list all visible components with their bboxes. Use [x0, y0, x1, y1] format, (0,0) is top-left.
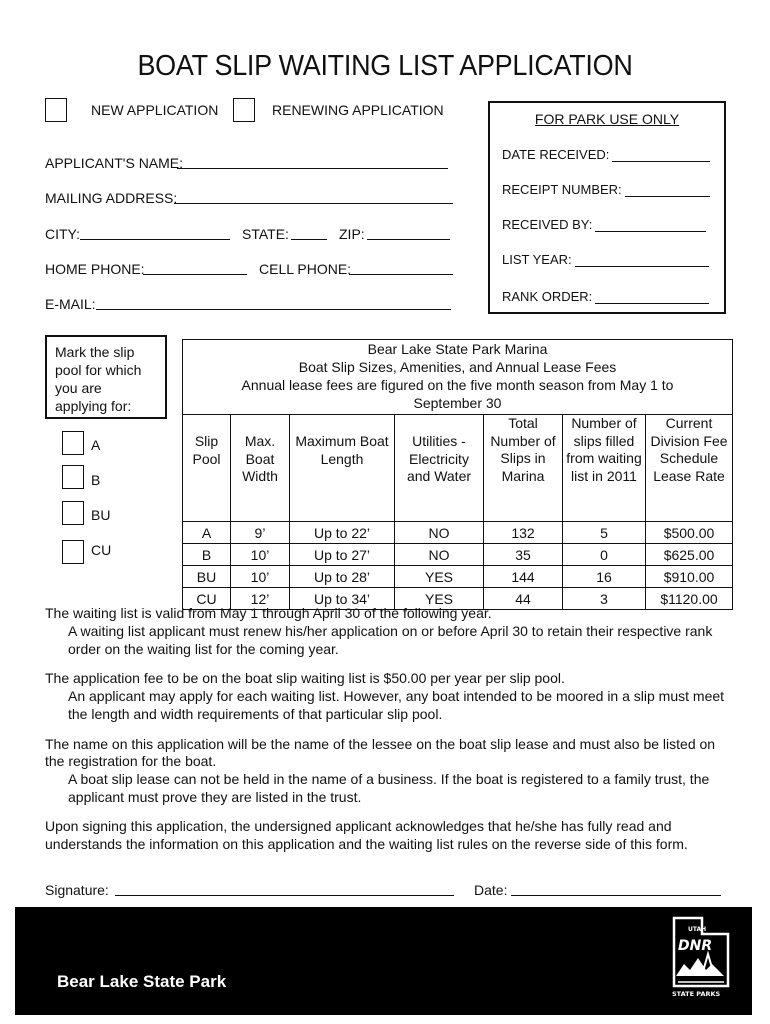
table-cell: 35: [484, 544, 563, 566]
pool-bu-label: BU: [91, 507, 111, 523]
applicant-name-label: APPLICANT'S NAME:: [45, 155, 184, 171]
column-header: Number of slips filled from waiting list in 2011: [563, 415, 646, 522]
table-cell: Up to 34’: [290, 588, 395, 610]
column-header: Max. Boat Width: [231, 415, 290, 522]
email-label: E-MAIL:: [45, 296, 96, 312]
pool-a-checkbox[interactable]: [62, 431, 84, 455]
pool-a-label: A: [91, 437, 101, 453]
new-application-label: NEW APPLICATION: [91, 102, 219, 118]
city-label: CITY:: [45, 226, 81, 242]
mailing-address-label: MAILING ADDRESS:: [45, 190, 178, 206]
table-row: [183, 566, 733, 588]
table-cell: NO: [395, 544, 484, 566]
fee-table-heading-2: Boat Slip Sizes, Amenities, and Annual Lease Fees: [298, 359, 617, 375]
received-by-field[interactable]: [595, 216, 706, 232]
table-cell: $910.00: [646, 566, 733, 588]
renewing-application-checkbox[interactable]: [233, 98, 255, 122]
cell-phone-label: CELL PHONE:: [259, 261, 352, 277]
rule-1-heading: The waiting list is valid from May 1 through April 30 of the following year.: [45, 605, 492, 621]
home-phone-field[interactable]: [143, 259, 247, 275]
signature-field[interactable]: [115, 880, 454, 896]
date-received-field[interactable]: [612, 146, 710, 162]
table-cell: YES: [395, 588, 484, 610]
table-cell: A: [183, 522, 231, 544]
park-use-heading: FOR PARK USE ONLY: [534, 111, 680, 127]
table-row: [183, 522, 733, 544]
table-cell: 3: [563, 588, 646, 610]
state-field[interactable]: [291, 224, 327, 240]
pool-b-label: B: [91, 472, 101, 488]
fee-table-heading-1: Bear Lake State Park Marina: [367, 341, 548, 357]
receipt-number-field[interactable]: [625, 181, 710, 197]
state-label: STATE:: [242, 226, 289, 242]
list-year-field[interactable]: [575, 251, 709, 267]
pool-cu-checkbox[interactable]: [62, 540, 84, 564]
table-cell: 44: [484, 588, 563, 610]
page-title: BOAT SLIP WAITING LIST APPLICATION: [137, 50, 633, 82]
rule-3-text: A boat slip lease can not be held in the name of a business. If the boat is registered to a family trust, the applicant must prove they are listed in the trust.: [68, 771, 710, 805]
table-cell: B: [183, 544, 231, 566]
table-row: [183, 544, 733, 566]
pool-instruction-box: Mark the slip pool for which you are applying for:: [45, 335, 167, 419]
pool-bu-checkbox[interactable]: [62, 501, 84, 525]
rule-1-text: A waiting list applicant must renew his/her application on or before April 30 to retain their respective rank order on the waiting list for the coming year.: [68, 623, 713, 657]
logo-top-text: UTAH: [688, 926, 707, 933]
acknowledgement-text: Upon signing this application, the undersigned applicant acknowledges that he/she has fully read and understands the information on this application and the waiting list rules on the reverse side of this form.: [45, 818, 688, 852]
receipt-number-label: RECEIPT NUMBER:: [502, 182, 622, 197]
date-label: Date:: [474, 882, 508, 898]
footer-banner: [15, 907, 752, 1015]
pool-cu-label: CU: [91, 542, 112, 558]
table-cell: CU: [183, 588, 231, 610]
table-cell: $500.00: [646, 522, 733, 544]
table-cell: 12’: [231, 588, 290, 610]
table-cell: Up to 28’: [290, 566, 395, 588]
table-cell: Up to 27’: [290, 544, 395, 566]
rule-2-text: An applicant may apply for each waiting list. However, any boat intended to be moored in a slip must meet the length and width requirements of that particular slip pool.: [68, 688, 725, 722]
date-field[interactable]: [511, 880, 721, 896]
table-cell: 10’: [231, 544, 290, 566]
rule-3-heading: The name on this application will be the name of the lessee on the boat slip lease and must also be listed on the registration for the boat.: [45, 736, 716, 769]
table-cell: BU: [183, 566, 231, 588]
column-header: Utilities - Electricity and Water: [395, 415, 484, 522]
table-cell: 10’: [231, 566, 290, 588]
table-cell: Up to 22’: [290, 522, 395, 544]
table-cell: 0: [563, 544, 646, 566]
logo-dnr-text: DNR: [678, 938, 713, 954]
rules-section: [45, 670, 730, 723]
renewing-application-label: RENEWING APPLICATION: [272, 102, 444, 118]
pool-b-checkbox[interactable]: [62, 465, 84, 489]
city-field[interactable]: [80, 224, 230, 240]
footer-park-name: Bear Lake State Park: [57, 972, 227, 991]
signature-label: Signature:: [45, 882, 109, 898]
column-header: Current Division Fee Schedule Lease Rate: [646, 415, 733, 522]
table-cell: 144: [484, 566, 563, 588]
mailing-address-field[interactable]: [174, 188, 453, 204]
list-year-label: LIST YEAR:: [502, 252, 572, 267]
email-field[interactable]: [96, 294, 451, 310]
table-cell: YES: [395, 566, 484, 588]
table-cell: 132: [484, 522, 563, 544]
logo-bottom-text: STATE PARKS: [672, 990, 721, 998]
table-cell: 16: [563, 566, 646, 588]
received-by-label: RECEIVED BY:: [502, 217, 593, 232]
zip-field[interactable]: [367, 224, 450, 240]
column-header: Total Number of Slips in Marina: [484, 415, 563, 522]
rule-2-heading: The application fee to be on the boat slip waiting list is $50.00 per year per slip pool.: [45, 670, 565, 686]
cell-phone-field[interactable]: [349, 259, 453, 275]
new-application-checkbox[interactable]: [45, 98, 67, 122]
zip-label: ZIP:: [339, 226, 365, 242]
column-header: Maximum Boat Length: [290, 415, 395, 522]
table-cell: NO: [395, 522, 484, 544]
date-received-label: DATE RECEIVED:: [502, 147, 610, 162]
rank-order-label: RANK ORDER:: [502, 289, 593, 304]
table-cell: $625.00: [646, 544, 733, 566]
table-cell: 5: [563, 522, 646, 544]
applicant-name-field[interactable]: [177, 153, 448, 169]
table-cell: $1120.00: [646, 588, 733, 610]
home-phone-label: HOME PHONE:: [45, 261, 145, 277]
park-use-panel: [488, 101, 726, 314]
rules-section: [45, 605, 730, 658]
fee-table-heading-3: Annual lease fees are figured on the five month season from May 1 to September 30: [241, 377, 674, 411]
utah-dnr-logo: [664, 914, 744, 1000]
column-header: Slip Pool: [183, 415, 231, 522]
table-cell: 9’: [231, 522, 290, 544]
fee-table-header: [183, 340, 733, 415]
rank-order-field[interactable]: [595, 288, 709, 304]
fee-table: [182, 339, 733, 610]
rules-section: [45, 736, 730, 806]
